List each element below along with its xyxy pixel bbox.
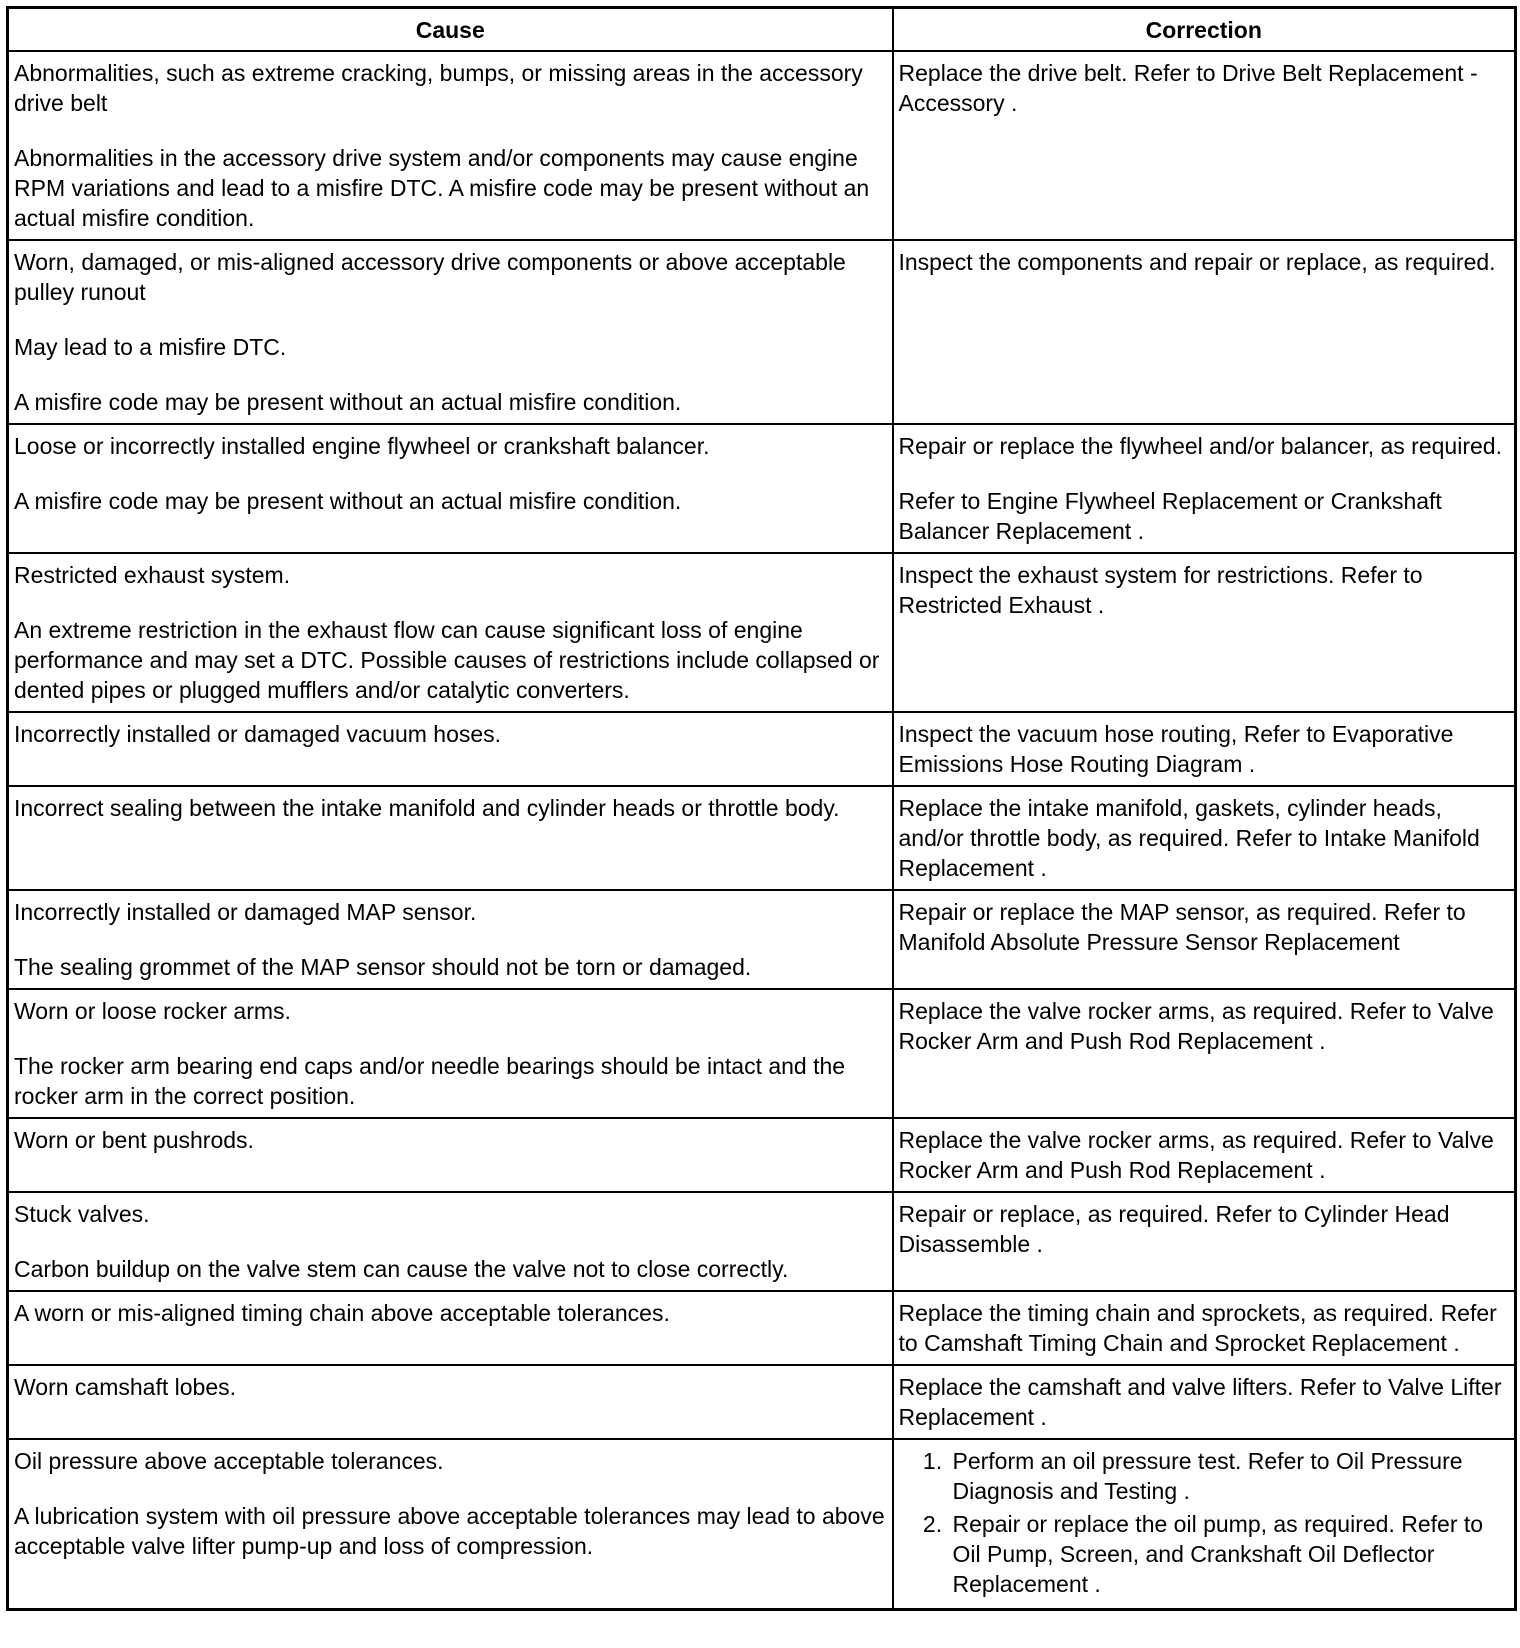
table-row — [8, 989, 1516, 1118]
correction-cell — [893, 240, 1516, 424]
table-row — [8, 712, 1516, 786]
cause-cell — [8, 1439, 893, 1610]
cause-header: Cause — [8, 8, 893, 52]
cause-cell — [8, 1365, 893, 1439]
cause-note: A misfire code may be present without an actual misfire condition. — [14, 389, 682, 415]
table-row — [8, 1439, 1516, 1610]
correction-text: Replace the drive belt. Refer to Drive Belt Replacement - Accessory . — [898, 60, 1478, 116]
cause-cell — [8, 424, 893, 553]
cause-cell — [8, 240, 893, 424]
correction-step: 2. Repair or replace the oil pump, as required. Refer to Oil Pump, Screen, and Crankshaft Oil Deflector Replacement . — [949, 1509, 1510, 1599]
correction-cell — [893, 712, 1516, 786]
table-row — [8, 1192, 1516, 1291]
table-row — [8, 240, 1516, 424]
correction-text: Replace the camshaft and valve lifters. Refer to Valve Lifter Replacement . — [898, 1374, 1502, 1430]
correction-text: Replace the valve rocker arms, as required. Refer to Valve Rocker Arm and Push Rod Replacement . — [898, 998, 1494, 1054]
cause-note: A lubrication system with oil pressure above acceptable tolerances may lead to above acceptable valve lifter pump-up and loss of compression. — [14, 1503, 885, 1559]
cause-text: Stuck valves. — [14, 1201, 150, 1227]
table-row — [8, 553, 1516, 712]
cause-note: May lead to a misfire DTC. — [14, 334, 287, 360]
cause-text: Loose or incorrectly installed engine flywheel or crankshaft balancer. — [14, 433, 710, 459]
cause-text: Worn or loose rocker arms. — [14, 998, 291, 1024]
cause-cell — [8, 989, 893, 1118]
cause-note: A misfire code may be present without an actual misfire condition. — [14, 488, 682, 514]
cause-note: Abnormalities in the accessory drive system and/or components may cause engine RPM variations and lead to a misfire DTC. A misfire code may be present without an actual misfire condition. — [14, 145, 870, 231]
correction-text: Repair or replace, as required. Refer to Cylinder Head Disassemble . — [898, 1201, 1450, 1257]
cause-text: Worn or bent pushrods. — [14, 1127, 254, 1153]
cause-cell — [8, 712, 893, 786]
cause-cell — [8, 890, 893, 989]
table-row — [8, 1291, 1516, 1365]
correction-cell — [893, 989, 1516, 1118]
cause-text: Incorrect sealing between the intake manifold and cylinder heads or throttle body. — [14, 795, 840, 821]
cause-cell — [8, 1118, 893, 1192]
cause-cell — [8, 786, 893, 890]
table-row — [8, 890, 1516, 989]
cause-text: Restricted exhaust system. — [14, 562, 291, 588]
correction-text: Refer to Engine Flywheel Replacement or Crankshaft Balancer Replacement . — [898, 488, 1442, 544]
cause-cell — [8, 1192, 893, 1291]
correction-cell — [893, 1192, 1516, 1291]
diagnostic-table — [6, 6, 1517, 1611]
correction-cell — [893, 786, 1516, 890]
correction-text: Replace the timing chain and sprockets, as required. Refer to Camshaft Timing Chain and Sprocket Replacement . — [898, 1300, 1497, 1356]
table-row — [8, 1365, 1516, 1439]
correction-text: Replace the valve rocker arms, as required. Refer to Valve Rocker Arm and Push Rod Replacement . — [898, 1127, 1494, 1183]
correction-step: 1. Perform an oil pressure test. Refer to Oil Pressure Diagnosis and Testing . — [949, 1446, 1510, 1506]
correction-text: Repair or replace the flywheel and/or balancer, as required. — [898, 433, 1502, 459]
correction-cell — [893, 1118, 1516, 1192]
correction-text: Replace the intake manifold, gaskets, cylinder heads, and/or throttle body, as required. Refer to Intake Manifold Replacement . — [898, 795, 1480, 881]
correction-text: Inspect the exhaust system for restrictions. Refer to Restricted Exhaust . — [898, 562, 1423, 618]
cause-text: Incorrectly installed or damaged vacuum hoses. — [14, 721, 502, 747]
correction-steps — [899, 1446, 1510, 1599]
cause-text: Worn camshaft lobes. — [14, 1374, 237, 1400]
table-row — [8, 51, 1516, 240]
cause-note: The rocker arm bearing end caps and/or needle bearings should be intact and the rocker arm in the correct position. — [14, 1053, 846, 1109]
table-row — [8, 1118, 1516, 1192]
cause-text: Oil pressure above acceptable tolerances. — [14, 1448, 444, 1474]
correction-text: Repair or replace the MAP sensor, as required. Refer to Manifold Absolute Pressure Sensor Replacement — [898, 899, 1466, 955]
correction-cell — [893, 1439, 1516, 1610]
correction-cell — [893, 51, 1516, 240]
correction-cell — [893, 1291, 1516, 1365]
cause-cell — [8, 553, 893, 712]
correction-header: Correction — [893, 8, 1516, 52]
correction-cell — [893, 1365, 1516, 1439]
header-row — [8, 8, 1516, 52]
cause-note: The sealing grommet of the MAP sensor should not be torn or damaged. — [14, 954, 752, 980]
correction-text: Inspect the components and repair or replace, as required. — [898, 249, 1496, 275]
cause-text: A worn or mis-aligned timing chain above acceptable tolerances. — [14, 1300, 670, 1326]
cause-text: Worn, damaged, or mis-aligned accessory drive components or above acceptable pulley runout — [14, 249, 846, 305]
correction-cell — [893, 553, 1516, 712]
cause-note: Carbon buildup on the valve stem can cause the valve not to close correctly. — [14, 1256, 789, 1282]
cause-text: Incorrectly installed or damaged MAP sensor. — [14, 899, 477, 925]
table-row — [8, 786, 1516, 890]
correction-cell — [893, 890, 1516, 989]
correction-text: Inspect the vacuum hose routing, Refer to Evaporative Emissions Hose Routing Diagram . — [898, 721, 1454, 777]
cause-note: An extreme restriction in the exhaust flow can cause significant loss of engine performance and may set a DTC. Possible causes of restrictions include collapsed or dented pipes or plugged mufflers and/or catalytic converters. — [14, 617, 880, 703]
cause-cell — [8, 51, 893, 240]
cause-text: Abnormalities, such as extreme cracking, bumps, or missing areas in the accessory drive belt — [14, 60, 863, 116]
correction-cell — [893, 424, 1516, 553]
table-row — [8, 424, 1516, 553]
cause-cell — [8, 1291, 893, 1365]
